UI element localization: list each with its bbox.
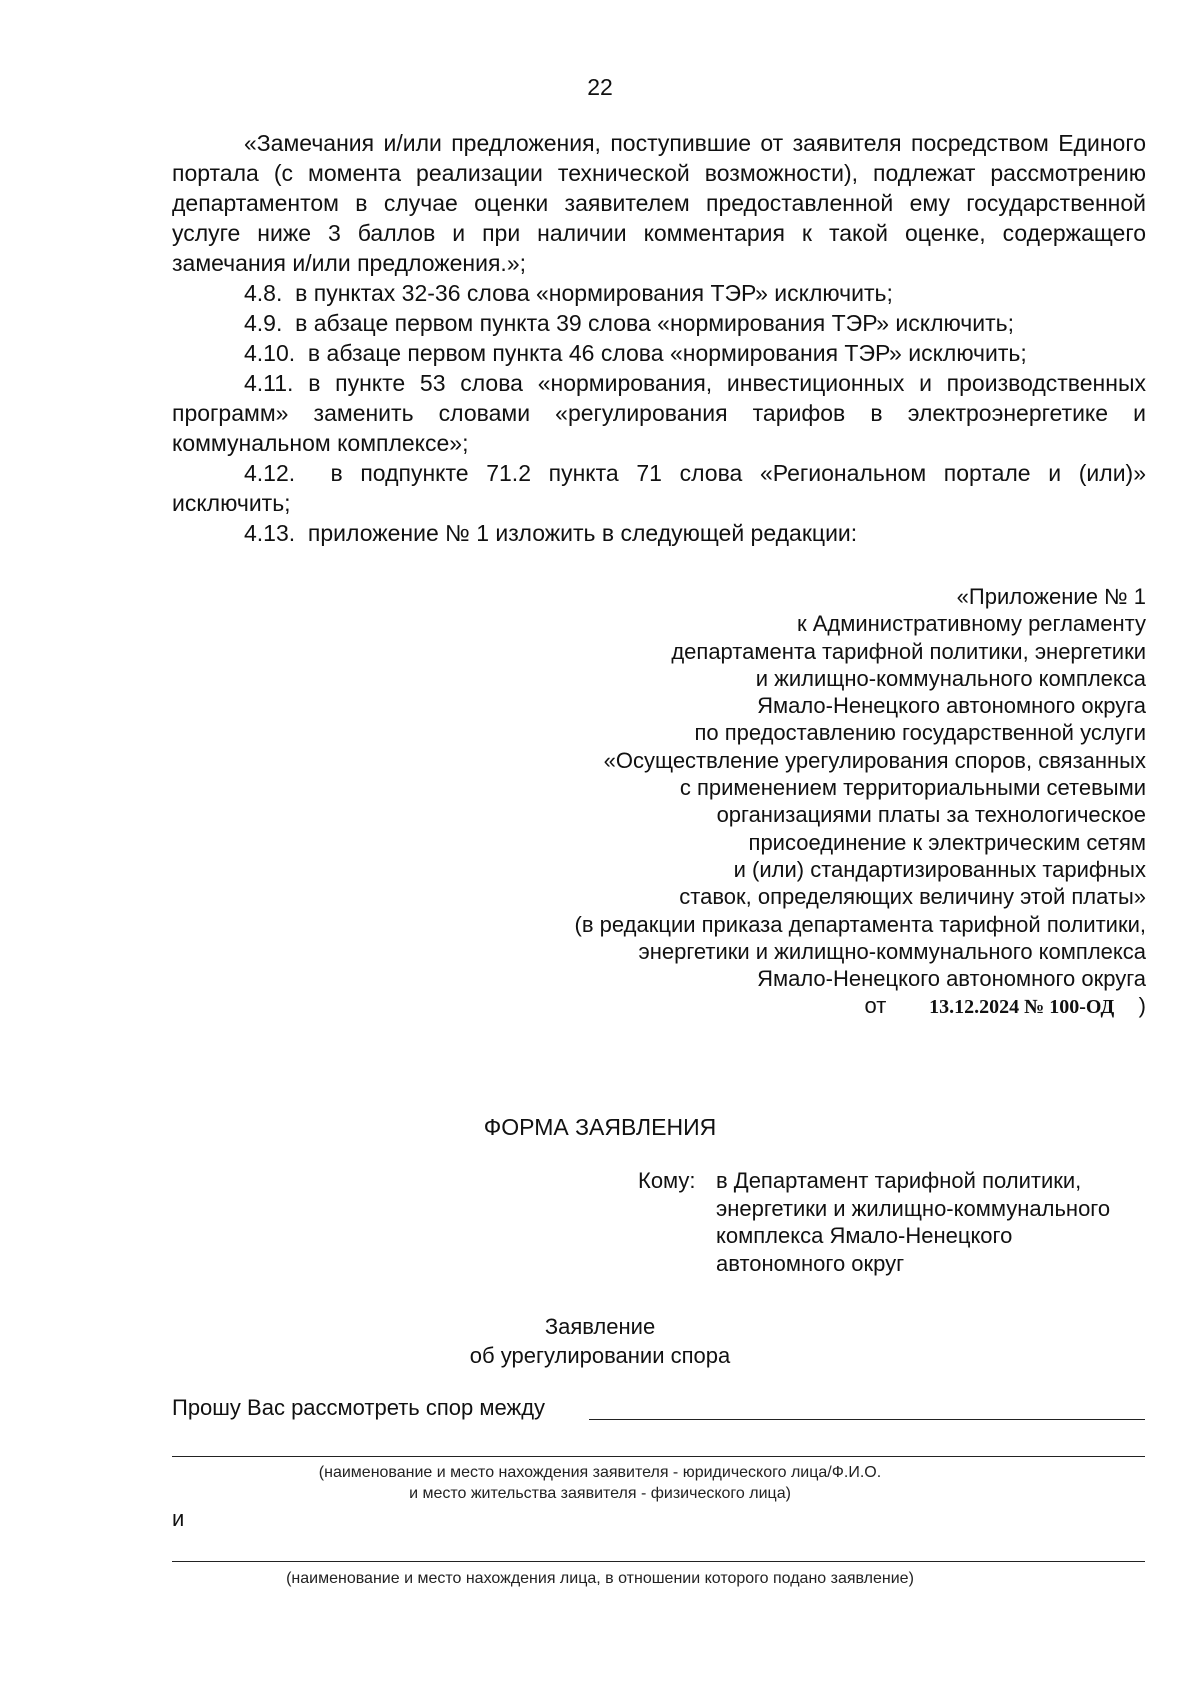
appendix-line: присоединение к электрическим сетям (748, 829, 1146, 855)
amendment-item: 4.10. в абзаце первом пункта 46 слова «нормирования ТЭР» исключить; (244, 340, 1027, 366)
caption-respondent: (наименование и место нахождения лица, в отношении которого подано заявление) (286, 1570, 914, 1587)
conjunction-text: и (172, 1506, 185, 1531)
amendment-item: 4.11. в пункте 53 слова «нормирования, инвестиционных и производственных программ» заменить словами «регулирования тарифов в электроэнергетике и коммунальном комплексе»; (172, 370, 1146, 456)
appendix-header (446, 583, 1146, 1022)
amendment-item: 4.8. в пунктах 32-36 слова «нормирования ТЭР» исключить; (244, 280, 893, 306)
appendix-line: к Административному регламенту (796, 611, 1146, 637)
order-date-line (446, 992, 1146, 1021)
appendix-line: с применением территориальными сетевыми (679, 775, 1146, 801)
addressee-label: Кому: (638, 1168, 696, 1193)
appendix-line: (в редакции приказа департамента тарифной политики, (574, 911, 1146, 937)
appendix-line: по предоставлению государственной услуги (694, 720, 1146, 746)
statement-subtitle-line: об урегулировании спора (469, 1343, 731, 1368)
appendix-line: энергетики и жилищно-коммунального комплекса (638, 938, 1146, 964)
fill-line-applicant (172, 1456, 1145, 1457)
addressee-line: в Департамент тарифной политики, (716, 1168, 1082, 1193)
addressee-line: автономного округ (716, 1250, 905, 1276)
amendment-item: 4.12. в подпункте 71.2 пункта 71 слова «Региональном портале и (или)» исключить; (172, 460, 1146, 516)
statement-title-line: Заявление (544, 1314, 656, 1339)
appendix-line: «Приложение № 1 (956, 584, 1146, 609)
appendix-line: ставок, определяющих величину этой платы» (679, 884, 1146, 910)
appendix-line: Ямало-Ненецкого автономного округа (757, 693, 1146, 719)
fill-line-respondent (172, 1561, 1145, 1562)
date-prefix: от (864, 993, 887, 1019)
page-number: 22 (587, 74, 613, 100)
appendix-line: организациями платы за технологическое (716, 802, 1146, 828)
quoted-paragraph: «Замечания и/или предложения, поступившие от заявителя посредством Единого портала (с момента реализации технической возможности), подлежат рассмотрению департаментом в случае оценки заявителем предоставленной ему государственной услуге ниже 3 баллов и при наличии комментария к такой оценке, содержащего замечания и/или предложения.»; (172, 130, 1146, 276)
amendment-item: 4.9. в абзаце первом пункта 39 слова «нормирования ТЭР» исключить; (244, 310, 1015, 336)
appendix-line: «Осуществление урегулирования споров, связанных (603, 747, 1146, 773)
addressee-text (716, 1167, 1176, 1277)
appendix-line: и (или) стандартизированных тарифных (733, 856, 1146, 882)
amendment-text (172, 128, 1146, 548)
order-date-number: 13.12.2024 № 100-ОД (929, 996, 1115, 1019)
fill-line-parties (589, 1419, 1145, 1420)
request-text: Прошу Вас рассмотреть спор между (172, 1395, 546, 1420)
amendment-item: 4.13. приложение № 1 изложить в следующей редакции: (244, 520, 858, 546)
date-suffix: ) (1138, 993, 1146, 1019)
caption-line: и место жительства заявителя - физического лица) (409, 1485, 791, 1502)
amendment-list (172, 278, 1146, 548)
addressee-line: энергетики и жилищно-коммунального (716, 1195, 1111, 1221)
caption-line: (наименование и место нахождения заявителя - юридического лица/Ф.И.О. (318, 1464, 882, 1481)
statement-title (0, 1312, 1200, 1370)
appendix-line: департамента тарифной политики, энергетики (671, 638, 1146, 664)
addressee-line: комплекса Ямало-Ненецкого (716, 1223, 1013, 1248)
form-title: ФОРМА ЗАЯВЛЕНИЯ (483, 1114, 717, 1140)
appendix-line: и жилищно-коммунального комплекса (755, 665, 1146, 691)
appendix-line: Ямало-Ненецкого автономного округа (757, 966, 1146, 992)
caption-applicant (0, 1462, 1200, 1504)
